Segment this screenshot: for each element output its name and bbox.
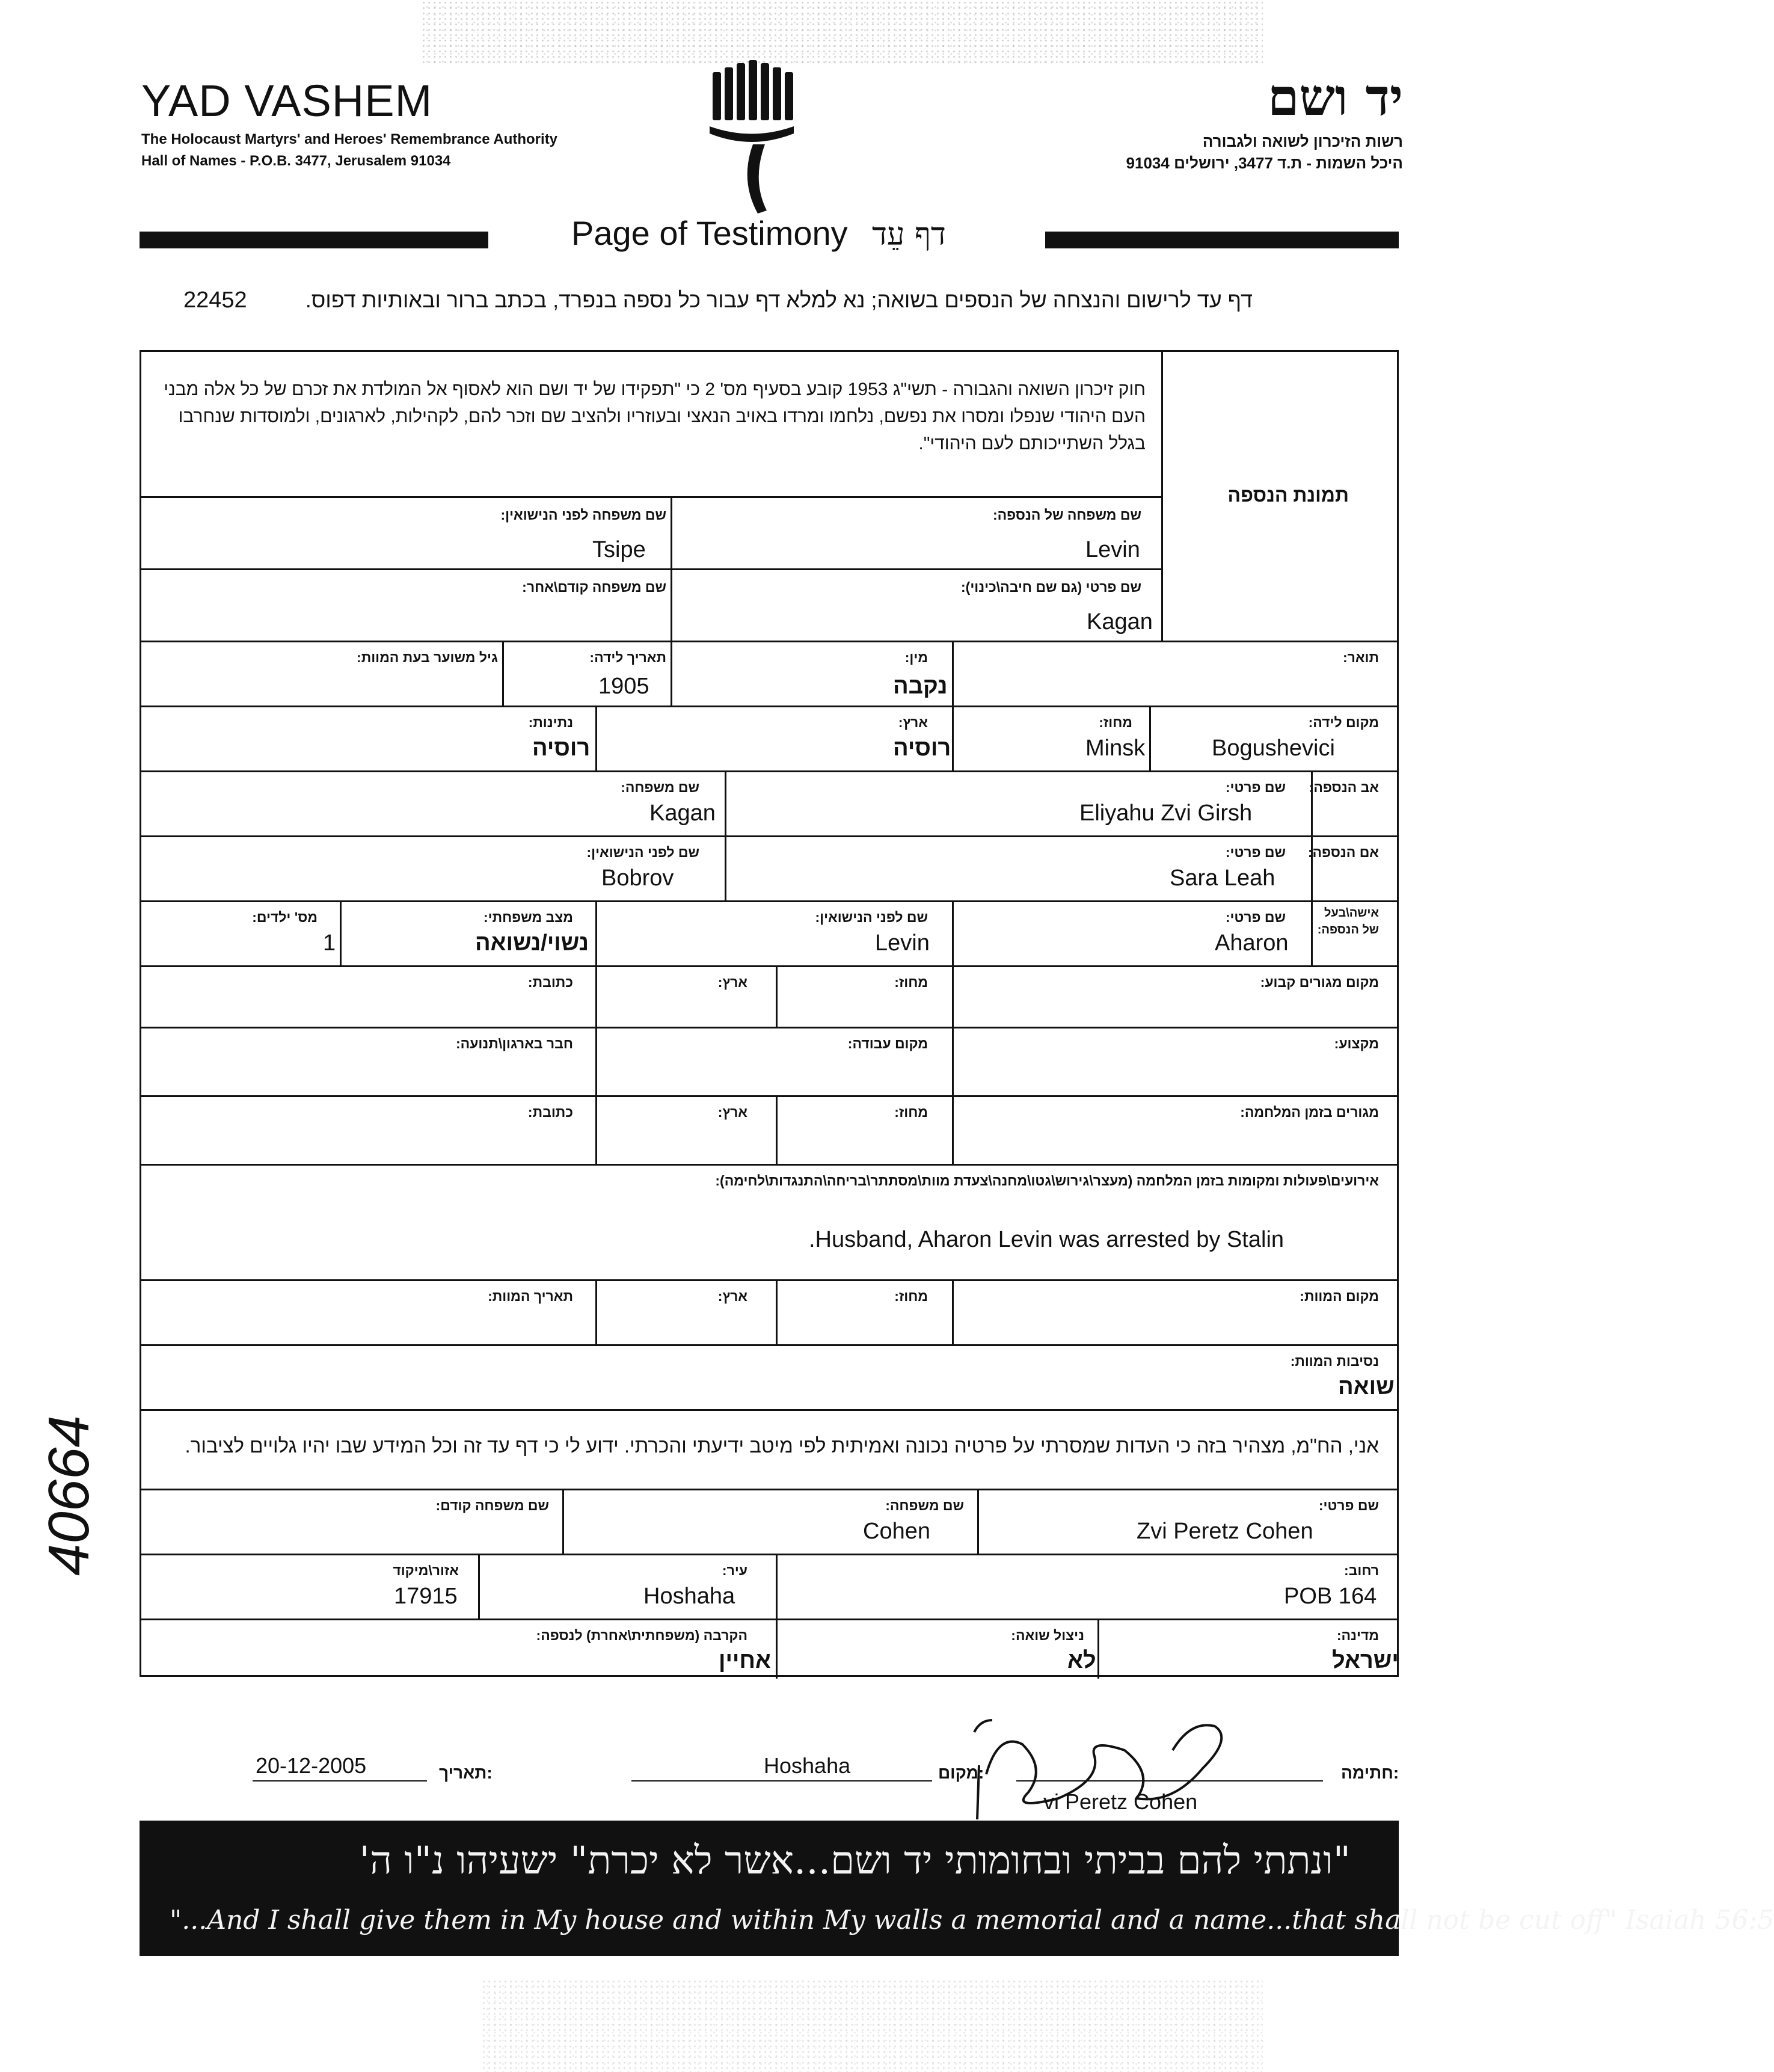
children-label: מס' ילדים:: [252, 909, 318, 925]
death-country-label: ארץ:: [717, 1288, 747, 1304]
victim-last-name: Levin: [1085, 537, 1140, 562]
father-first-name: Eliyahu Zvi Girsh: [1079, 801, 1253, 826]
declaration-text: אני, הח"מ, מצהיר בזה כי העדות שמסרתי על פרטיה נכונה ואמיתית לפי מיטב ידיעתי והכרתי. ידוע לי כי דף עד זה וכל המידע שבו יהיו גלויים לציבור.: [185, 1434, 1379, 1457]
events-text: .Husband, Aharon Levin was arrested by Stalin: [809, 1227, 1284, 1252]
birth-date-label: תאריך לידה:: [589, 650, 666, 665]
marital-status-label: מצב משפחתי:: [483, 909, 573, 925]
death-date-label: תאריך המוות:: [488, 1288, 573, 1304]
signature-text: vi Peretz Cohen: [1043, 1789, 1198, 1814]
mother-maiden-name: Bobrov: [601, 865, 674, 891]
victim-maiden-name: Tsipe: [592, 537, 646, 562]
org-subtitle-he-1: רשות הזיכרון לשואה ולגבורה: [1202, 132, 1403, 150]
signature-label: חתימה:: [1341, 1763, 1399, 1782]
quote-english: "...And I shall give them in My house and within My walls a memorial and a name...that shall not be cut off" Isaiah 56:5: [170, 1905, 1774, 1935]
nationality-label: נתינות:: [528, 715, 573, 730]
place-label: מקום:: [938, 1763, 984, 1782]
submitter-first-label: שם פרטי:: [1318, 1498, 1379, 1513]
quote-hebrew: "ונתתי להם בביתי ובחומותי יד ושם...אשר לא יכרת" ישעיהו נ"ו ה': [359, 1839, 1351, 1883]
submitter-first-name: Zvi Peretz Cohen: [1137, 1519, 1313, 1544]
death-circumstances-label: נסיבות המוות:: [1290, 1353, 1379, 1369]
father-last-label: שם משפחה:: [621, 779, 699, 795]
submitter-street: POB 164: [1284, 1584, 1377, 1609]
org-subtitle-en-2: Hall of Names - P.O.B. 3477, Jerusalem 91034: [141, 153, 451, 169]
spouse-maiden-name: Levin: [875, 930, 930, 956]
org-subtitle-en-1: The Holocaust Martyrs' and Heroes' Remembrance Authority: [141, 131, 558, 147]
birth-place-label: מקום לידה:: [1308, 715, 1379, 730]
place-underline: [631, 1780, 932, 1781]
father-last-name: Kagan: [649, 801, 716, 826]
submitter-street-label: רחוב:: [1344, 1563, 1379, 1578]
spouse-first-name: Aharon: [1215, 930, 1289, 956]
instructions: דף עד לרישום והנצחה של הנספים בשואה; נא למלא דף עבור כל נספה בנפרד, בכתב ברור ובאותיות דפוס.: [305, 287, 1253, 312]
submitter-last-label: שם משפחה:: [885, 1498, 964, 1513]
nationality-value: רוסיה: [532, 736, 591, 761]
submitter-last-name: Cohen: [863, 1519, 930, 1544]
mother-first-name: Sara Leah: [1170, 865, 1275, 891]
mother-row-label: אם הנספה:: [1307, 844, 1379, 860]
mother-first-label: שם פרטי:: [1225, 844, 1286, 860]
country-label: ארץ:: [898, 715, 928, 730]
wartime-residence-label: מגורים בזמן המלחמה:: [1240, 1104, 1379, 1120]
death-district-label: מחוז:: [894, 1288, 928, 1304]
page-title: Page of Testimony: [571, 214, 848, 252]
spouse-maiden-label: שם לפני הנישואין:: [815, 909, 928, 925]
district-value: Minsk: [1085, 736, 1146, 761]
residence-district-label: מחוז:: [894, 974, 928, 990]
menorah-logo-icon: [710, 60, 800, 217]
signature-place: Hoshaha: [764, 1753, 851, 1778]
residence-label: מקום מגורים קבוע:: [1260, 974, 1379, 990]
submitter-zip: 17915: [394, 1584, 458, 1609]
law-text: חוק זיכרון השואה והגבורה - תשי"ג 1953 קובע בסעיף מס' 2 כי "תפקידו של יד ושם הוא לאסוף אל המולדת את זכרם של כל אלה מבני העם היהודי שנפלו ומסרו את נפשם, נלחמו ומרדו באויב הנאצי ובעוזריו ולהציב שם וזכר להם, לקהילות, לארגונים, ולמוסדות שנחרבו בגלל השתייכותם לעם היהודי".: [164, 380, 1146, 453]
testimony-form: [140, 350, 1399, 1677]
wartime-district-label: מחוז:: [894, 1104, 928, 1120]
title-rule-left: [140, 232, 488, 248]
country-value: רוסיה: [893, 736, 951, 761]
org-subtitle-he-2: היכל השמות - ת.ד 3477, ירושלים 91034: [1126, 154, 1403, 172]
scan-noise-top: [421, 0, 1263, 66]
scan-noise-bottom: [481, 1979, 1263, 2072]
date-underline: [253, 1780, 427, 1781]
submitter-country: ישראל: [1332, 1648, 1399, 1673]
org-name-en: YAD VASHEM: [141, 76, 433, 126]
birth-place-value: Bogushevici: [1212, 736, 1335, 761]
profession-label: מקצוע:: [1334, 1036, 1379, 1051]
title-label: תואר:: [1342, 650, 1379, 665]
spouse-row-label-2: של הנספה:: [1317, 923, 1379, 936]
survivor-label: ניצול שואה:: [1011, 1628, 1084, 1643]
page-title-he: דף עֵד: [872, 217, 946, 253]
wartime-address-label: כתובת:: [527, 1104, 573, 1120]
gender-value: נקבה: [893, 674, 948, 699]
date-label: תאריך:: [439, 1763, 493, 1782]
organization-label: חבר בארגון\תנועה:: [455, 1036, 573, 1051]
children-count: 1: [323, 930, 336, 956]
mother-maiden-label: שם לפני הנישואין:: [586, 844, 699, 860]
signature-date: 20-12-2005: [256, 1753, 367, 1778]
submitter-city: Hoshaha: [643, 1584, 735, 1609]
document-number: 22452: [183, 287, 247, 313]
victim-first-name-label: שם פרטי (גם שם חיבה\כינוי):: [961, 579, 1141, 595]
gender-label: מין:: [904, 650, 928, 665]
spouse-first-label: שם פרטי:: [1225, 909, 1286, 925]
death-place-label: מקום המוות:: [1300, 1288, 1379, 1304]
title-rule-right: [1045, 232, 1399, 248]
survivor-value: לא: [1067, 1648, 1096, 1673]
birth-date-value: 1905: [598, 674, 649, 699]
submitter-prev-label: שם משפחה קודם:: [435, 1498, 549, 1513]
residence-address-label: כתובת:: [527, 974, 573, 990]
photo-label: תמונת הנספה: [1227, 484, 1349, 506]
district-label: מחוז:: [1099, 715, 1132, 730]
spouse-row-label-1: אישה\בעל: [1324, 906, 1379, 920]
father-row-label: אב הנספה:: [1309, 779, 1379, 795]
workplace-label: מקום עבודה:: [847, 1036, 928, 1051]
victim-maiden-name-label: שם משפחה לפני הנישואין:: [500, 507, 666, 523]
wartime-country-label: ארץ:: [717, 1104, 747, 1120]
events-label: אירועים\פעולות ומקומות בזמן המלחמה (מעצר\גירוש\גטו\מחנה\צעדת מוות\מסתתר\בריחה\התנגדות\לחימה):: [715, 1173, 1379, 1188]
submitter-country-label: מדינה:: [1336, 1628, 1379, 1643]
submitter-city-label: עיר:: [722, 1563, 747, 1578]
relation-label: הקרבה (משפחתית\אחרת) לנספה:: [536, 1628, 747, 1643]
victim-prev-name-label: שם משפחה קודם\אחר:: [522, 579, 666, 595]
victim-first-name: Kagan: [1087, 609, 1153, 635]
residence-country-label: ארץ:: [717, 974, 747, 990]
handwritten-side-number: 40664: [37, 1415, 101, 1576]
quote-banner: [140, 1821, 1774, 1956]
submitter-zip-label: אזור\מיקוד: [393, 1563, 459, 1578]
victim-last-name-label: שם משפחה של הנספה:: [992, 507, 1141, 523]
marital-status-value: נשוי/נשואה: [475, 930, 589, 956]
org-name-he: יד ושם: [1267, 67, 1403, 127]
father-first-label: שם פרטי:: [1225, 779, 1286, 795]
age-label: גיל משוער בעת המוות:: [357, 650, 498, 665]
death-circumstances-value: שואה: [1338, 1374, 1395, 1400]
relation-value: אחיין: [719, 1648, 771, 1673]
